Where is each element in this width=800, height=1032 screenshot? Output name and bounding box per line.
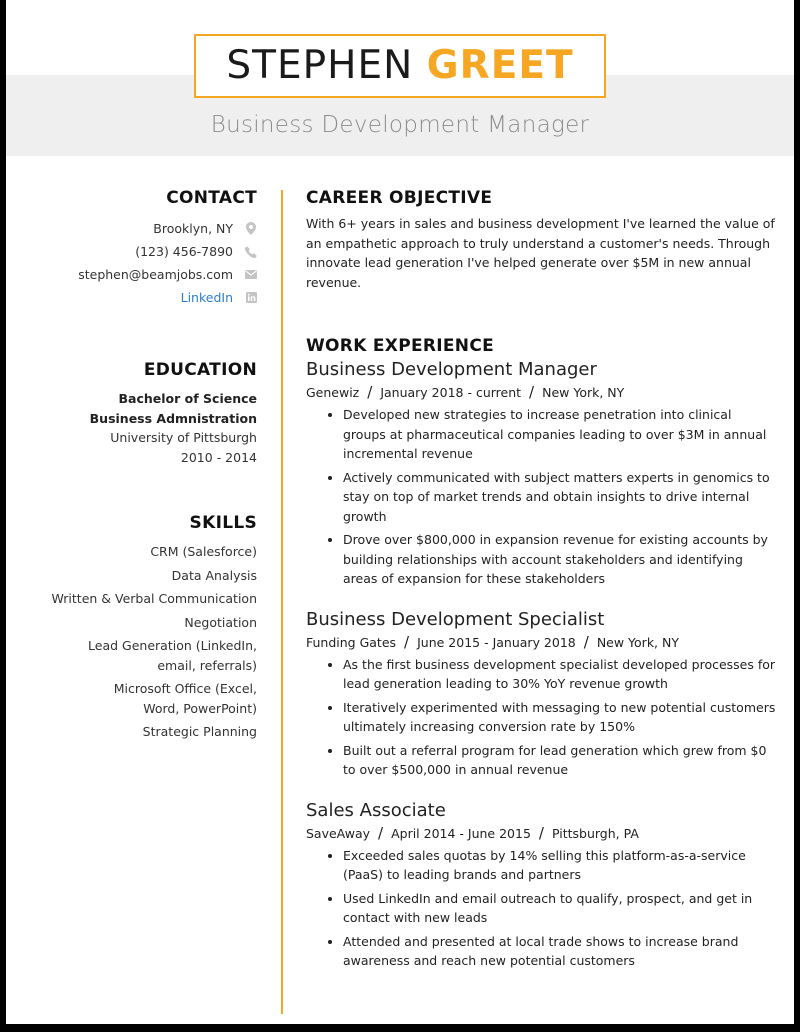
- skill-item: Strategic Planning: [142, 724, 257, 739]
- job-bullet: • As the first business development specialist developed processes for lead generation leading to 30% YoY revenue growth: [343, 655, 776, 694]
- skill-item: Lead Generation (LinkedIn, email, referrals): [88, 638, 257, 673]
- phone-icon: [245, 246, 257, 258]
- job-bullets: [306, 655, 776, 780]
- contact-location: [17, 217, 257, 240]
- degree: Bachelor of Science: [118, 391, 257, 406]
- job-meta: [306, 383, 776, 401]
- location-text: Brooklyn, NY: [153, 221, 233, 236]
- meta-separator: /: [583, 632, 589, 651]
- name-box: [194, 34, 606, 98]
- education-heading: EDUCATION: [143, 360, 257, 380]
- objective-section: [306, 188, 776, 292]
- job-dates: January 2018 - current: [380, 385, 522, 400]
- experience-heading: WORK EXPERIENCE: [306, 336, 495, 356]
- contact-phone: [17, 240, 257, 263]
- email-text[interactable]: stephen@beamjobs.com: [78, 267, 233, 282]
- skill-item: Written & Verbal Communication: [51, 591, 257, 606]
- linkedin-link[interactable]: LinkedIn: [180, 290, 233, 305]
- education-section: [17, 360, 257, 467]
- meta-separator: /: [404, 632, 410, 651]
- job-bullet: • Iteratively experimented with messaging to new potential customers ultimately increasing conversion rate by 150%: [343, 698, 776, 737]
- job-meta: [306, 633, 776, 651]
- meta-separator: /: [367, 383, 373, 401]
- contact-heading: CONTACT: [166, 188, 257, 208]
- job-bullet: • Built out a referral program for lead generation which grew from $0 to over $500,000 in annual revenue: [343, 741, 776, 780]
- job-bullet: • Drove over $800,000 in expansion revenue for existing accounts by building relationships with account stakeholders and identifying areas of expansion for these stakeholders: [343, 530, 776, 589]
- objective-text: With 6+ years in sales and business development I've learned the value of an empathetic approach to truly understand a customer's needs. Through innovate lead generation I've helped generate over $5M in new annual revenue.: [306, 216, 775, 290]
- job-bullet: • Attended and presented at local trade shows to increase brand awareness and reach new potential customers: [343, 932, 776, 971]
- job-bullet: • Exceeded sales quotas by 14% selling this platform-as-a-service (PaaS) to leading brands and partners: [343, 846, 776, 885]
- education-years: 2010 - 2014: [180, 449, 257, 465]
- skills-heading: SKILLS: [189, 513, 257, 533]
- contact-linkedin[interactable]: [17, 286, 257, 309]
- last-name: GREET: [426, 43, 574, 88]
- job-entry: [306, 359, 776, 589]
- phone-text: (123) 456-7890: [135, 244, 233, 259]
- first-name: STEPHEN: [226, 43, 414, 88]
- meta-separator: /: [529, 383, 535, 401]
- job-title: Business Development Manager: [306, 359, 597, 380]
- map-marker-icon: [245, 223, 257, 235]
- job-bullets: [306, 846, 776, 971]
- job-company: Funding Gates: [306, 634, 397, 650]
- job-location: New York, NY: [596, 634, 679, 650]
- meta-separator: /: [378, 823, 384, 842]
- job-role: Business Development Manager: [210, 112, 590, 138]
- resume-page: [6, 0, 794, 1024]
- job-bullet: • Developed new strategies to increase penetration into clinical groups at pharmaceutical companies leading to over $3M in annual incremental revenue: [343, 405, 776, 464]
- school: University of Pittsburgh: [110, 430, 257, 445]
- contact-section: [17, 188, 257, 309]
- job-entry: [306, 609, 776, 780]
- column-divider: [281, 190, 283, 1014]
- email-icon: [245, 269, 257, 281]
- job-location: New York, NY: [542, 385, 625, 400]
- job-title: Sales Associate: [306, 799, 446, 821]
- skill-item: Data Analysis: [171, 567, 257, 583]
- job-company: SaveAway: [306, 825, 371, 841]
- job-title: Business Development Specialist: [306, 608, 605, 630]
- skills-section: [17, 513, 257, 742]
- full-name: [196, 36, 604, 96]
- major: Business Admnistration: [89, 410, 257, 426]
- right-column: [306, 188, 776, 991]
- skill-item: CRM (Salesforce): [150, 544, 257, 559]
- contact-email: [17, 263, 257, 286]
- skill-item: Microsoft Office (Excel, Word, PowerPoint): [113, 681, 257, 716]
- left-column: [17, 188, 257, 746]
- job-meta: [306, 824, 776, 842]
- job-dates: June 2015 - January 2018: [417, 634, 576, 650]
- job-bullets: [306, 405, 776, 589]
- job-location: Pittsburgh, PA: [551, 825, 639, 841]
- linkedin-icon: [245, 292, 257, 304]
- experience-section: [306, 336, 776, 971]
- objective-heading: CAREER OBJECTIVE: [306, 188, 493, 208]
- meta-separator: /: [538, 823, 544, 842]
- job-dates: April 2014 - June 2015: [391, 825, 531, 841]
- job-bullet: • Actively communicated with subject matters experts in genomics to stay on top of market trends and obtain insights to drive internal growth: [343, 468, 776, 527]
- job-bullet: • Used LinkedIn and email outreach to qualify, prospect, and get in contact with new leads: [343, 889, 776, 928]
- skill-item: Negotiation: [184, 614, 257, 630]
- job-company: Genewiz: [306, 385, 360, 400]
- job-entry: [306, 800, 776, 971]
